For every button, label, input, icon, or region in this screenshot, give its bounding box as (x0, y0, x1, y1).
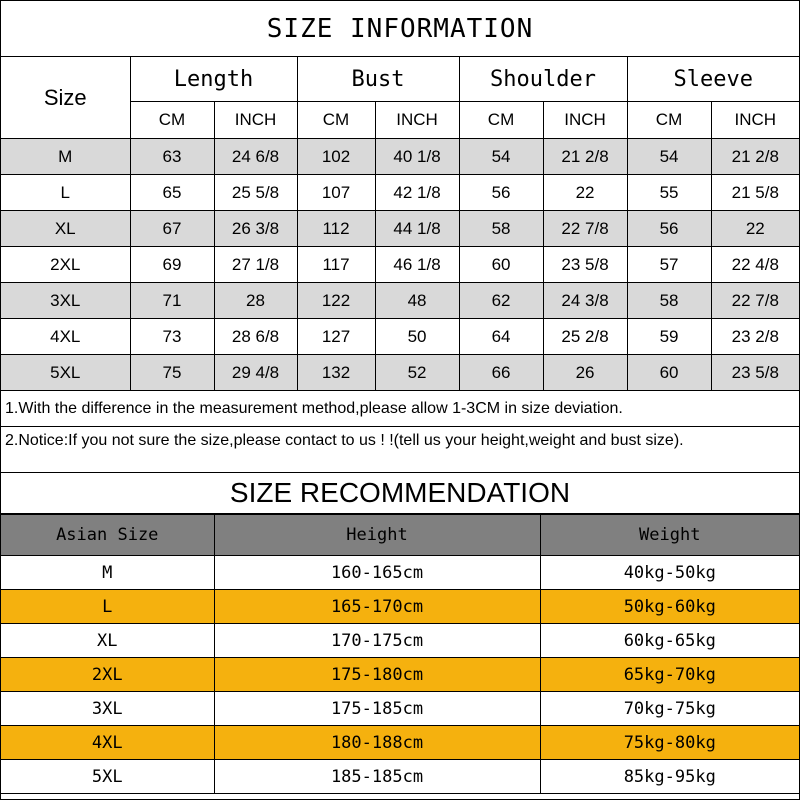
size-cell: XL (1, 211, 130, 247)
recommendation-weight-cell: 70kg-75kg (540, 692, 799, 726)
size-recommendation-title: SIZE RECOMMENDATION (1, 473, 799, 514)
recommendation-size-cell: 4XL (1, 726, 214, 760)
size-row (1, 139, 799, 175)
measurement-cell: 40 1/8 (375, 139, 459, 175)
measurement-cell: 44 1/8 (375, 211, 459, 247)
measurement-cell: 28 6/8 (214, 319, 297, 355)
measurement-cell: 25 2/8 (543, 319, 627, 355)
size-row (1, 175, 799, 211)
measurement-cell: 26 (543, 355, 627, 391)
recommendation-size-cell: M (1, 556, 214, 590)
measurement-cell: 73 (130, 319, 214, 355)
size-cell: 3XL (1, 283, 130, 319)
recommendation-size-cell: L (1, 590, 214, 624)
recommendation-height-cell: 180-188cm (214, 726, 540, 760)
recommendation-size-cell: 2XL (1, 658, 214, 692)
size-information-table (1, 57, 799, 391)
recommendation-weight-cell: 60kg-65kg (540, 624, 799, 658)
unit-inch: INCH (711, 102, 799, 139)
measurement-cell: 21 2/8 (711, 139, 799, 175)
recommendation-row (1, 692, 799, 726)
measurement-cell: 122 (297, 283, 375, 319)
measurement-cell: 66 (459, 355, 543, 391)
size-column-header: Size (1, 57, 130, 139)
measurement-cell: 21 2/8 (543, 139, 627, 175)
measurement-cell: 25 5/8 (214, 175, 297, 211)
measurement-cell: 107 (297, 175, 375, 211)
measurement-cell: 50 (375, 319, 459, 355)
measurement-cell: 63 (130, 139, 214, 175)
recommendation-row (1, 590, 799, 624)
bust-header: Bust (297, 57, 459, 102)
unit-inch: INCH (375, 102, 459, 139)
measurement-cell: 54 (627, 139, 711, 175)
size-table-group-header (1, 57, 799, 102)
measurement-cell: 56 (627, 211, 711, 247)
size-recommendation-table (1, 514, 799, 794)
measurement-cell: 117 (297, 247, 375, 283)
height-header: Height (214, 515, 540, 556)
unit-inch: INCH (214, 102, 297, 139)
asian-size-header: Asian Size (1, 515, 214, 556)
measurement-cell: 58 (627, 283, 711, 319)
measurement-cell: 26 3/8 (214, 211, 297, 247)
recommendation-height-cell: 160-165cm (214, 556, 540, 590)
recommendation-weight-cell: 50kg-60kg (540, 590, 799, 624)
measurement-cell: 60 (459, 247, 543, 283)
unit-cm: CM (130, 102, 214, 139)
recommendation-weight-cell: 65kg-70kg (540, 658, 799, 692)
size-cell: L (1, 175, 130, 211)
unit-cm: CM (627, 102, 711, 139)
sleeve-header: Sleeve (627, 57, 799, 102)
recommendation-row (1, 624, 799, 658)
measurement-cell: 69 (130, 247, 214, 283)
measurement-cell: 64 (459, 319, 543, 355)
measurement-cell: 58 (459, 211, 543, 247)
unit-cm: CM (297, 102, 375, 139)
note-measurement: 1.With the difference in the measurement method,please allow 1-3CM in size deviation. (1, 391, 799, 427)
measurement-cell: 67 (130, 211, 214, 247)
measurement-cell: 42 1/8 (375, 175, 459, 211)
size-cell: 5XL (1, 355, 130, 391)
measurement-cell: 22 4/8 (711, 247, 799, 283)
length-header: Length (130, 57, 297, 102)
recommendation-height-cell: 185-185cm (214, 760, 540, 794)
measurement-cell: 23 5/8 (711, 355, 799, 391)
recommendation-height-cell: 175-185cm (214, 692, 540, 726)
recommendation-weight-cell: 75kg-80kg (540, 726, 799, 760)
recommendation-height-cell: 165-170cm (214, 590, 540, 624)
recommendation-size-cell: XL (1, 624, 214, 658)
recommendation-weight-cell: 85kg-95kg (540, 760, 799, 794)
size-information-title: SIZE INFORMATION (1, 1, 799, 57)
measurement-cell: 71 (130, 283, 214, 319)
measurement-cell: 60 (627, 355, 711, 391)
size-row (1, 247, 799, 283)
size-row (1, 211, 799, 247)
measurement-cell: 29 4/8 (214, 355, 297, 391)
measurement-cell: 28 (214, 283, 297, 319)
recommendation-row (1, 726, 799, 760)
measurement-cell: 23 5/8 (543, 247, 627, 283)
recommendation-height-cell: 170-175cm (214, 624, 540, 658)
recommendation-size-cell: 5XL (1, 760, 214, 794)
measurement-cell: 22 7/8 (543, 211, 627, 247)
measurement-cell: 27 1/8 (214, 247, 297, 283)
note-contact: 2.Notice:If you not sure the size,please contact to us ! !(tell us your height,weight and bust size). (1, 427, 799, 473)
measurement-cell: 23 2/8 (711, 319, 799, 355)
size-row (1, 283, 799, 319)
size-row (1, 319, 799, 355)
size-cell: 4XL (1, 319, 130, 355)
recommendation-height-cell: 175-180cm (214, 658, 540, 692)
measurement-cell: 56 (459, 175, 543, 211)
measurement-cell: 112 (297, 211, 375, 247)
unit-cm: CM (459, 102, 543, 139)
measurement-cell: 75 (130, 355, 214, 391)
measurement-cell: 59 (627, 319, 711, 355)
size-row (1, 355, 799, 391)
recommendation-row (1, 658, 799, 692)
measurement-cell: 65 (130, 175, 214, 211)
weight-header: Weight (540, 515, 799, 556)
measurement-cell: 52 (375, 355, 459, 391)
measurement-cell: 55 (627, 175, 711, 211)
measurement-cell: 102 (297, 139, 375, 175)
measurement-cell: 21 5/8 (711, 175, 799, 211)
measurement-cell: 22 (711, 211, 799, 247)
recommendation-header-row (1, 515, 799, 556)
recommendation-weight-cell: 40kg-50kg (540, 556, 799, 590)
measurement-cell: 48 (375, 283, 459, 319)
measurement-cell: 24 6/8 (214, 139, 297, 175)
unit-inch: INCH (543, 102, 627, 139)
notes-section (1, 391, 799, 473)
recommendation-row (1, 556, 799, 590)
measurement-cell: 62 (459, 283, 543, 319)
size-cell: M (1, 139, 130, 175)
recommendation-row (1, 760, 799, 794)
size-cell: 2XL (1, 247, 130, 283)
recommendation-size-cell: 3XL (1, 692, 214, 726)
measurement-cell: 54 (459, 139, 543, 175)
measurement-cell: 22 (543, 175, 627, 211)
measurement-cell: 46 1/8 (375, 247, 459, 283)
measurement-cell: 132 (297, 355, 375, 391)
measurement-cell: 57 (627, 247, 711, 283)
measurement-cell: 22 7/8 (711, 283, 799, 319)
measurement-cell: 127 (297, 319, 375, 355)
shoulder-header: Shoulder (459, 57, 627, 102)
measurement-cell: 24 3/8 (543, 283, 627, 319)
